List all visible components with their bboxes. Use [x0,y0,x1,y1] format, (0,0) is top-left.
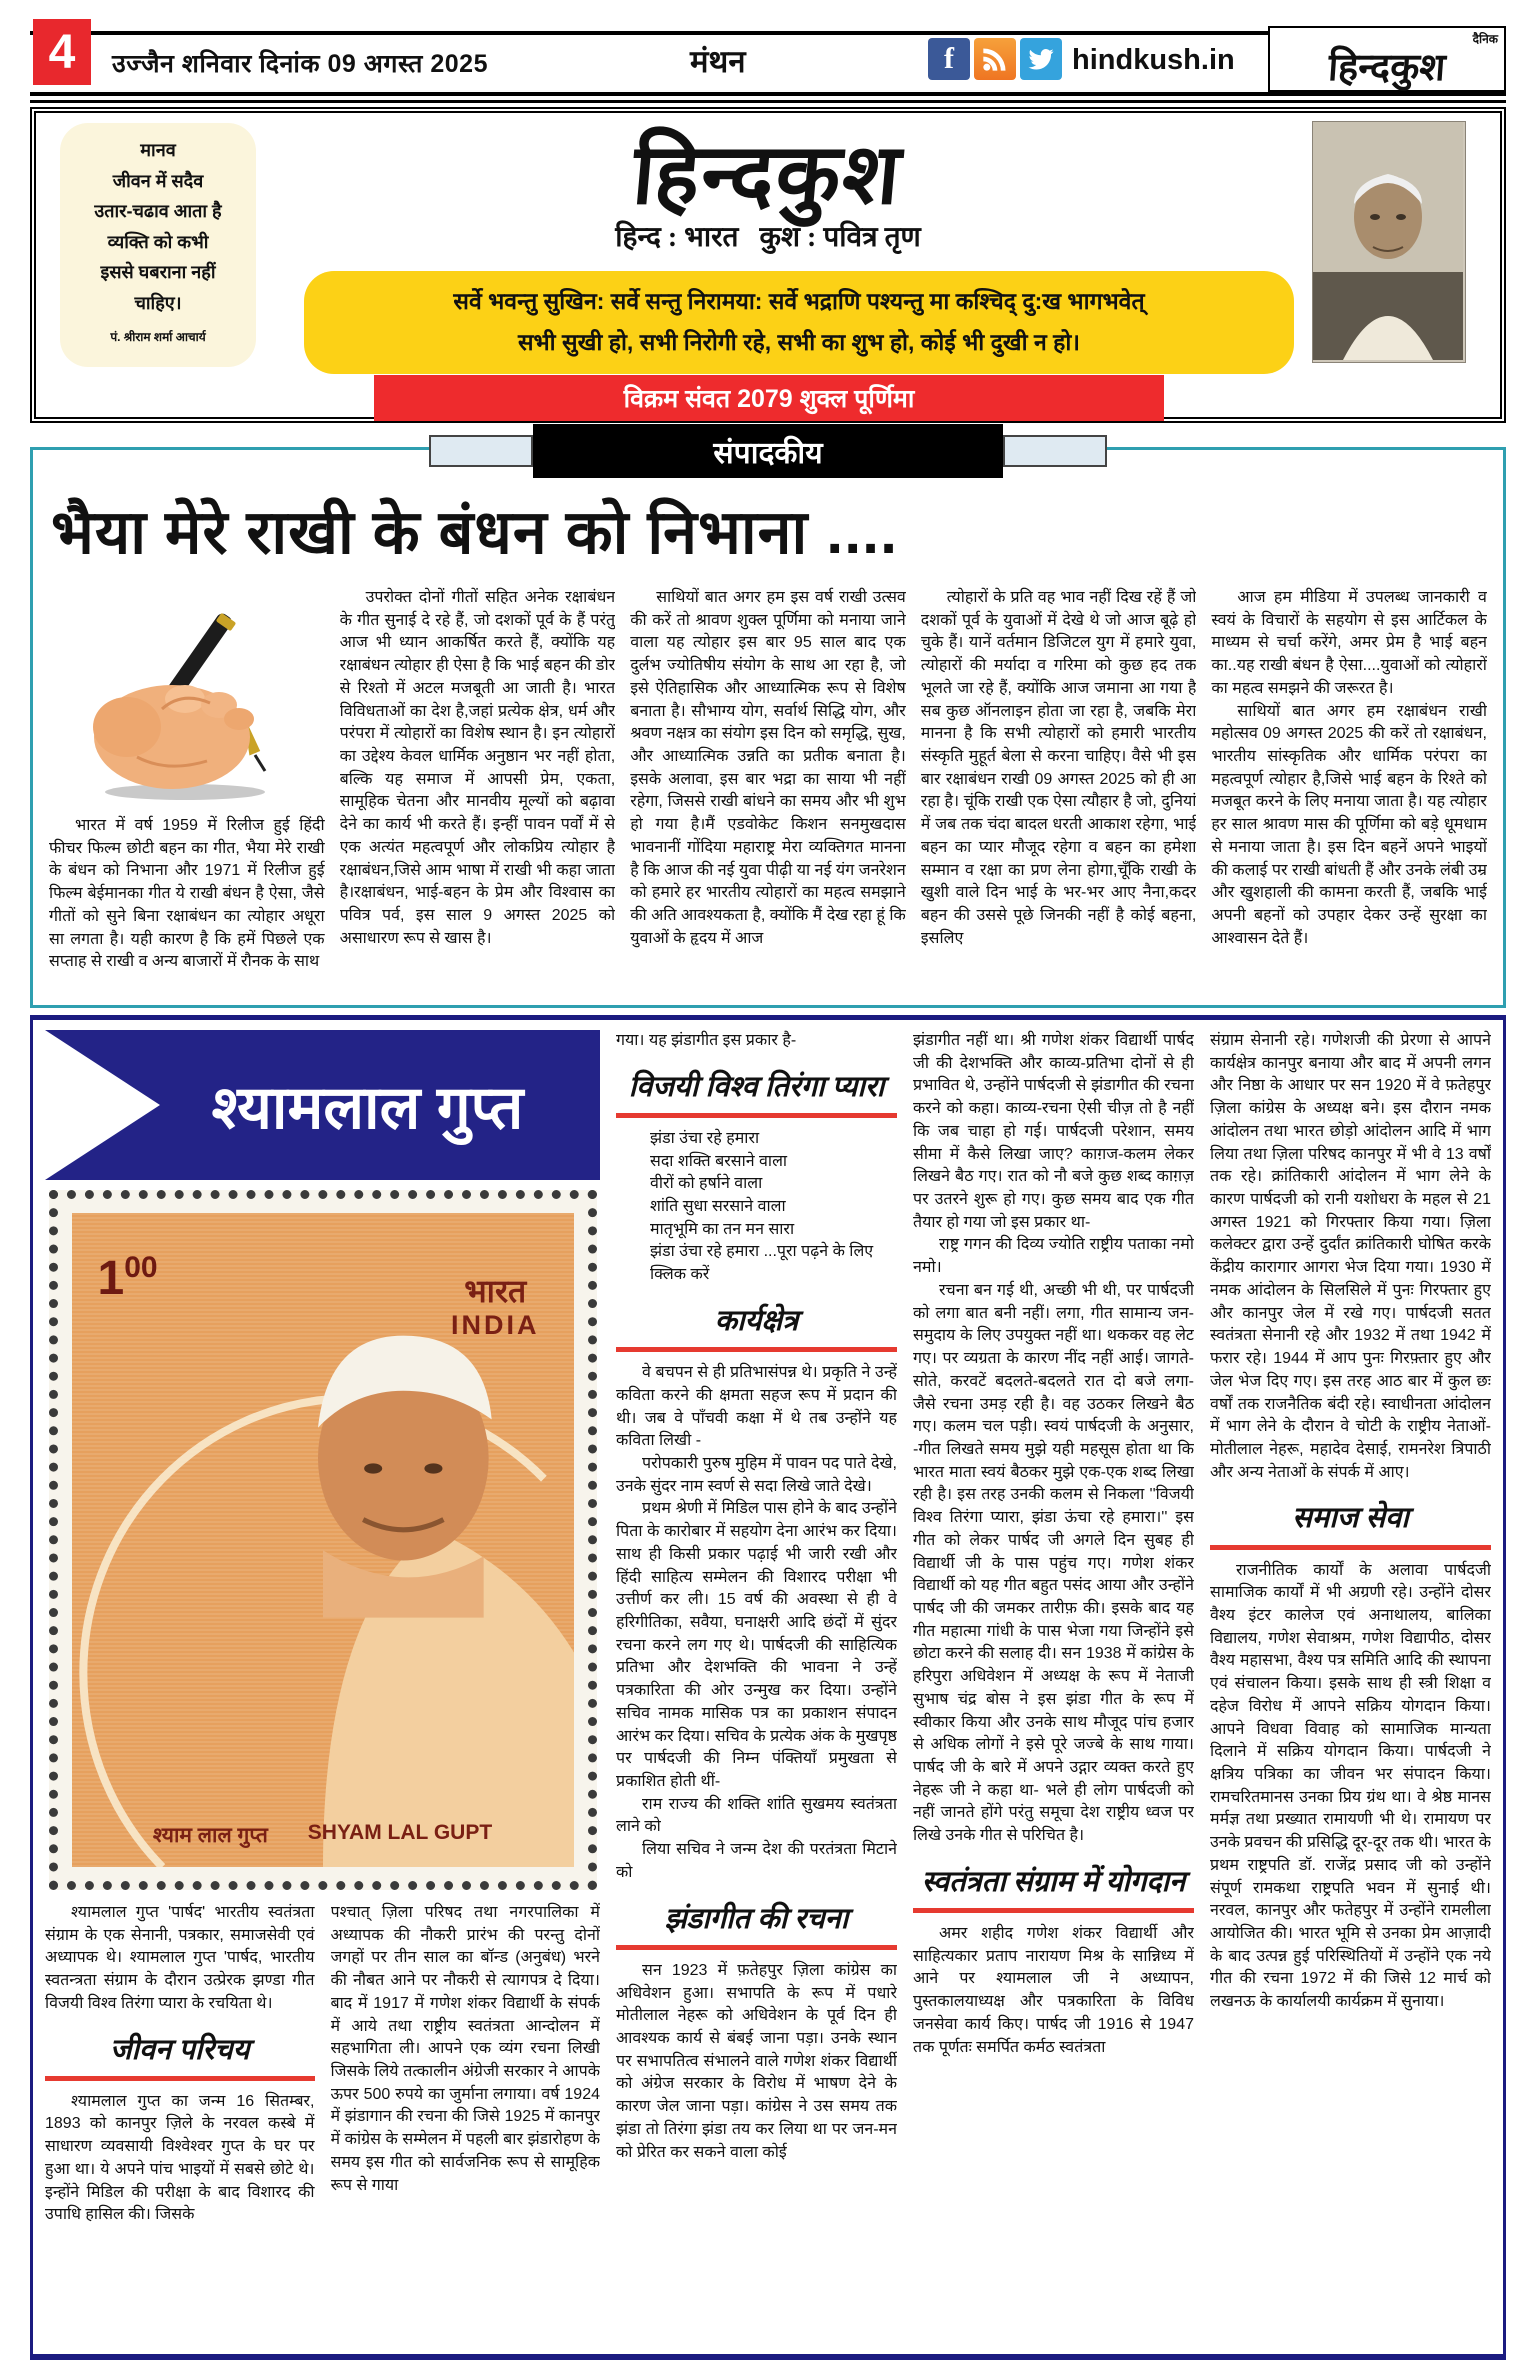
stamp-country-hindi: भारत [464,1273,527,1309]
article-column-4 [913,1030,1194,2342]
section-title: मंथन [690,44,746,79]
stamp-denomination [98,1253,158,1303]
heading-karyakshetra: कार्यक्षेत्र [616,1301,897,1352]
stamp-country [451,1273,540,1341]
stamp-caption [72,1821,574,1849]
editorial-column-3 [630,587,906,979]
article-paragraph: श्यामलाल गुप्त 'पार्षद' भारतीय स्वतंत्रता संग्राम के एक सेनानी, पत्रकार, समाजसेवी एवं अध्यापक थे। श्यामलाल गुप्त 'पार्षद, भारतीय स्वतन्त्रता संग्राम के दौरान उत्प्रेरक झण्डा गीत विजयी विश्व तिरंगा प्यारा के रचयिता थे। [45,1904,315,2012]
stamp-artwork [72,1213,574,1867]
founder-portrait [1312,121,1466,363]
heading-vijayi-vishwa: विजयी विश्व तिरंगा प्यारा [616,1067,897,1118]
stamp-country-english: INDIA [451,1309,540,1340]
postage-stamp [49,1190,597,1890]
editorial-column-1 [49,587,325,979]
article-paragraph: संग्राम सेनानी रहे। गणेशजी की प्रेरणा से आपने कार्यक्षेत्र कानपुर बनाया और बाद में अपनी लगन और निष्ठा के आधार पर सन 1920 में वे फ़तेहपुर ज़िला कांग्रेस के अध्यक्ष बने। इस दौरान नमक आंदोलन तथा भारत छोड़ो आंदोलन आदि में भाग लिया तथा ज़िला परिषद कानपुर में भी वे 13 वर्षों तक रहे। क्रांतिकारी आंदोलन में भाग लेने के कारण पार्षदजी को रानी यशोधरा के महल से 21 अगस्त 1921 को गिरफ्तार किया गया। ज़िला कलेक्टर द्वारा उन्हें दुर्दांत क्रांतिकारी घोषित करके केंद्रीय कारागार आगरा भेज दिया गया। 1930 में नमक आंदोलन के सिलसिले में पुनः गिरफ्तार हुए और कानपुर जेल में रखे गए। पार्षदजी सतत स्वतंत्रता सेनानी रहे और 1932 में तथा 1942 में फरार रहे। 1944 में आप पुनः गिरफ़्तार हुए और जेल भेज दिए गए। इस तरह आठ बार में कुल छः वर्षों तक राजनैतिक बंदी रहे। स्वाधीनता आंदोलन में भाग लेने के दौरान वे चोटी के राष्ट्रीय नेताओं- मोतीलाल नेहरू, महादेव देसाई, रामनरेश त्रिपाठी और अन्य नेताओं के संपर्क में आए। [1210,1032,1491,1481]
article-paragraph: राम राज्य की शक्ति शांति सुखमय स्वतंत्रता लाने को [616,1795,897,1836]
article-column-1 [45,1902,315,2350]
editorial-paragraph: भारत में वर्ष 1959 में रिलीज हुई हिंदी फीचर फिल्म छोटी बहन का गीत, भैया मेरे राखी के बंधन को निभाना और 1971 में रिलीज हुई फिल्म बेईमानका गीत ये राखी बंधन है ऐसा, जैसे गीतों को सुने बिना रक्षाबंधन का त्योहार अधूरा सा लगता है। यही कारण है कि हमें पिछले एक सप्ताह से राखी व अन्य बाजारों में रौनक के साथ [49,817,325,971]
facebook-icon[interactable] [928,38,970,80]
editorial-columns [33,571,1503,979]
article-section [30,1015,1506,2360]
heading-samaj-seva: समाज सेवा [1210,1498,1491,1549]
header-logo-daily: दैनिक [1472,32,1498,46]
article-paragraph: पश्चात् ज़िला परिषद तथा नगरपालिका में अध्यापक की नौकरी प्रारंभ की परन्तु दोनों जगहों पर तीन साल का बॉन्ड (अनुबंध) भरने की नौबत आने पर नौकरी से त्यागपत्र दे दिया। बाद में 1917 में गणेश शंकर विद्यार्थी के संपर्क में आये तथा राष्ट्रीय स्वतंत्रता आन्दोलन में सहभागिता ली। आपने एक व्यंग रचना लिखी जिसके लिये तत्कालीन अंग्रेजी सरकार ने आपके ऊपर 500 रुपये का जुर्माना लगाया। वर्ष 1924 में झंडागान की रचना की जिसे 1925 में कानपुर में कांग्रेस के सम्मेलन में पहली बार झंडारोहण के समय इस गीत को सार्वजनिक रूप से सामूहिक रूप से गाया [330,1904,600,2194]
quote-author: पं. श्रीराम शर्मा आचार्य [110,329,206,344]
website-link[interactable]: hindkush.in [1072,44,1235,76]
editorial-paragraph: साथियों बात अगर हम इस वर्ष राखी उत्सव की करें तो श्रावण शुक्ल पूर्णिमा को मनाया जाने वाला यह त्योहार इस बार 95 साल बाद एक दुर्लभ ज्योतिषीय संयोग के साथ आ रहा है, जो इसे ऐतिहासिक और आध्यात्मिक रूप से विशेष बनाता है। सौभाग्य योग, सर्वार्थ सिद्धि योग, और श्रवण नक्षत्र का संयोग इस दिन को समृद्धि, सुख, और आध्यात्मिक उन्नति का प्रतीक बनाता है। इसके अलावा, इस बार भद्रा का साया भी नहीं रहेगा, जिससे राखी बांधने का समय और भी शुभ हो गया है।मैं एडवोकेट किशन सनमुखदास भावनानीं गोंदिया महाराष्ट्र मेरा व्यक्तिगत मानना है कि आज की नई युवा पीढ़ी या नई यंग जनरेशन को हमारे हर भारतीय त्योहारों का महत्व समझाने की अति आवश्यकता है, क्योंकि मैं देख रहा हूं कि युवाओं के हृदय में आज [630,589,906,947]
shloka-line-hindi: सभी सुखी हो, सभी निरोगी रहे, सभी का शुभ हो, कोई भी दुखी न हो। [517,329,1081,356]
double-rule [30,92,1506,103]
twitter-bird-glyph [1026,44,1056,74]
poem-line: सदा शक्ति बरसाने वाला [650,1152,788,1170]
shloka-box [304,271,1294,374]
article-paragraph: परोपकारी पुरुष मुहिम में पावन पद पाते देखे, उनके सुंदर नाम स्वर्ण से सदा लिखे जाते देखे। [616,1454,897,1495]
header-logo: हिन्दकुश [1326,47,1447,89]
page-number-badge: 4 [33,19,91,85]
vikram-samvat-banner: विक्रम संवत 2079 शुक्ल पूर्णिमा [374,375,1164,421]
article-column-2 [331,1902,601,2350]
twitter-icon[interactable] [1020,38,1062,80]
editorial-paragraph: त्योहारों के प्रति वह भाव नहीं दिख रहें हैं जो दशकों पूर्व के युवाओं में देखे थे जो आज बूढ़े हो चुके हैं। यानें वर्तमान डिजिटल युग में हमारे युवा, त्योहारों की मर्यादा व गरिमा को कुछ हद तक भूलते जा रहे हैं, क्योंकि आज जमाना आ गया है सब कुछ ऑनलाइन होता जा रहा है, जबकि मेरा मानना है कि सभी त्योहारों को हमारी भारतीय संस्कृति मुहूर्त बेला से करना चाहिए। वैसे भी इस बार रक्षाबंधन राखी 09 अगस्त 2025 को ही आ रहा है। चूंकि राखी एक ऐसा त्यौहार है जो, दुनियां में जब तक चंदा बादल धरती आकाश रहेगा, भाई बहन का प्यार मौजूद रहेगा व बहन का हमेशा सम्मान व रक्षा का प्रण लेना होगा,चूँकि राखी के खुशी वाले दिन भाई के भर-भर आए नैना,कदर बहन की उससे पूछे जिनकी नहीं है कोई बहना, इसलिए [920,589,1197,947]
stamp-value-sup: 00 [124,1251,158,1284]
stamp-caption-english: SHYAM LAL GUPT [307,1821,493,1844]
quote-line: व्यक्ति को कभी [107,231,209,252]
rss-icon[interactable] [974,38,1016,80]
editorial-badge: संपादकीय [533,424,1003,478]
article-paragraph: प्रथम श्रेणी में मिडिल पास होने के बाद उन्होंने पिता के कारोबार में सहयोग देना आरंभ कर दिया। साथ ही किसी प्रकार पढ़ाई भी जारी रखी और हिंदी साहित्य सम्मेलन की विशारद परीक्षा भी उत्तीर्ण कर ली। 15 वर्ष की अवस्था से ही वे हरिगीतिका, सवैया, घनाक्षरी आदि छंदों में सुंदर रचना करने लग गए थे। पार्षदजी की साहित्यिक प्रतिभा और देशभक्ति की भावना ने उन्हें पत्रकारिता की ओर उन्मुख कर दिया। उन्होंने सचिव नामक मासिक पत्र का प्रकाशन संपादन आरंभ कर दिया। सचिव के प्रत्येक अंक के मुखपृष्ठ पर पार्षदजी की निम्न पंक्तियाँ प्रमुखता से प्रकाशित होती थीं- [616,1500,897,1791]
article-column-3 [616,1030,897,2342]
editorial-section [30,436,1506,1008]
poem-line: मातृभूमि का तन मन सारा [650,1220,795,1238]
article-paragraph: अमर शहीद गणेश शंकर विद्यार्थी और साहित्यकार प्रताप नारायण मिश्र के सान्निध्य में आने पर श्यामलाल जी ने अध्यापन, पुस्तकालयाध्यक्ष और पत्रकारिता के विविध जनसेवा कार्य किए। पार्षद जी 1916 से 1947 तक पूर्णतः समर्पित कर्मठ स्वतंत्रता [913,1925,1194,2056]
editorial-column-4 [921,587,1197,979]
article-paragraph: गया। यह झंडागीत इस प्रकार है- [616,1032,797,1049]
masthead-logo: हिन्दकुश [629,129,906,222]
article-paragraph: रचना बन गई थी, अच्छी भी थी, पर पार्षदजी को लगा बात बनी नहीं। लगा, गीत सामान्य जन-समुदाय के लिए उपयुक्त नहीं था। थककर वह लेट गए। पर व्यग्रता के कारण नींद नहीं आई। जागते-सोते, करवटें बदलते-बदलते रात दो बजे लगा- जैसे रचना उमड़ रही है। वह उठकर लिखने बैठ गए। कलम चल पड़ी। स्वयं पार्षदजी के अनुसार, -गीत लिखते समय मुझे यही महसूस होता था कि भारत माता स्वयं बैठकर मुझे एक-एक शब्द लिखा रही है। इस तरह उनकी कलम से निकला ''विजयी विश्व तिरंगा प्यारा, झंडा ऊंचा रहे हमारा।'' इस गीत को लेकर पार्षद जी अगले दिन सुबह ही विद्यार्थी जी के पास पहुंच गए। गणेश शंकर विद्यार्थी को यह गीत बहुत पसंद आया और उन्होंने पार्षद जी की जमकर तारीफ़ की। इसके बाद यह गीत महात्मा गांधी के पास भेजा गया जिन्होंने इसे छोटा करने की सलाह दी। सन 1938 में कांग्रेस के हरिपुरा अधिवेशन में अध्यक्ष के रूप में नेताजी सुभाष चंद्र बोस ने इस झंडा गीत के रूप में स्वीकार किया और उनके साथ मौजूद पांच हजार से अधिक लोगों ने इसे पूरे जज्बे के साथ गाया। पार्षद जी के बारे में अपने उद्गार व्यक्त करते हुए नेहरू जी ने कहा था- भले ही लोग पार्षदजी को नहीं जानते होंगे परंतु समूचा देश राष्ट्रीय ध्वज पर लिखे उनके गीत से परिचित है। [913,1281,1194,1845]
editorial-column-2 [340,587,616,979]
poem-line-read-more[interactable]: झंडा उंचा रहे हमारा ...पूरा पढ़ने के लिए क्लिक करें [650,1243,874,1284]
stamp-value-main: 1 [97,1252,125,1305]
article-paragraph: राष्ट्र गगन की दिव्य ज्योति राष्ट्रीय पताका नमो नमो। [913,1236,1194,1277]
article-left-block [45,1030,600,2344]
article-paragraph: सन 1923 में फ़तेहपुर ज़िला कांग्रेस का अधिवेशन हुआ। सभापति के रूप में पधारे मोतीलाल नेहरू को अधिवेशन के पूर्व दिन ही आवश्यक कार्य से बंबई जाना पड़ा। उनके स्थान पर सभापतित्व संभालने वाले गणेश शंकर विद्यार्थी को अंग्रेज सरकार के विरोध में भाषण देने के कारण जेल जाना पड़ा। कांग्रेस ने उस समय तक झंडा तो तिरंगा झंडा तय कर लिया था पर जन-मन को प्रेरित कर सकने वाला कोई [616,1961,897,2161]
flag-song-poem [616,1128,897,1287]
quote-line: उतार-चढाव आता है [94,201,222,222]
quote-line: चाहिए। [134,292,182,313]
editorial-paragraph: साथियों बात अगर हम रक्षाबंधन राखी महोत्सव 09 अगस्त 2025 की करें तो रक्षाबंधन, भारतीय सांस्कृतिक और धार्मिक परंपरा का महत्वपूर्ण त्योहार है,जिसे भाई बहन के रिश्ते को मजबूत करने के लिए मनाया जाता है। यह त्योहार हर साल श्रावण मास की पूर्णिमा को बड़े धूमधाम से मनाया जाता है। इस दिन बहनें अपने भाइयों की कलाई पर राखी बांधती हैं और उनके लंबी उम्र और खुशहाली की कामना करती हैं, जबकि भाई अपनी बहनों को उपहार देकर उन्हें सुरक्षा का आश्वासन देते हैं। [1211,702,1487,947]
masthead [30,107,1506,423]
heading-jeevan-parichay: जीवन परिचय [45,2030,315,2081]
portrait-art [1313,122,1463,360]
dateline: उज्जैन शनिवार दिनांक 09 अगस्त 2025 [112,50,488,78]
heading-jhandageet: झंडागीत की रचना [616,1899,897,1950]
quote-line: जीवन में सदैव [112,170,204,191]
article-paragraph: लिया सचिव ने जन्म देश की परतंत्रता मिटाने को [616,1841,897,1881]
article-title-banner [45,1030,600,1180]
editorial-headline: भैया मेरे राखी के बंधन को निभाना .... [51,498,899,566]
article-left-columns [45,1902,600,2350]
article-column-5 [1210,1030,1491,2342]
hand-pen-illustration [67,587,307,807]
editorial-column-5 [1211,587,1487,979]
poem-line: शांति सुधा सरसाने वाला [650,1198,786,1216]
article-paragraph: श्यामलाल गुप्त का जन्म 16 सितम्बर, 1893 को कानपुर ज़िले के नरवल कस्बे में साधारण व्यवसायी विश्वेश्वर गुप्त के घर पर हुआ था। ये अपने पांच भाइयों में सबसे छोटे थे। इन्होंने मिडिल की परीक्षा के बाद विशारद की उपाधि हासिल की। जिसके [45,2092,315,2224]
article-paragraph: वे बचपन से ही प्रतिभासंपन्न थे। प्रकृति ने उन्हें कविता करने की क्षमता सहज रूप में प्रदान की थी। जब वे पाँचवी कक्षा में थे तब उन्होंने यह कविता लिखी - [616,1364,897,1450]
stamp-caption-hindi: श्याम लाल गुप्त [152,1824,268,1847]
heading-swatantrata-sangram: स्वतंत्रता संग्राम में योगदान [913,1862,1194,1913]
article-paragraph: राजनीतिक कार्यों के अलावा पार्षदजी सामाजिक कार्यों में भी अग्रणी रहे। उन्होंने दोसर वैश्य इंटर कालेज एवं अनाथालय, बालिका विद्यालय, गणेश सेवाश्रम, गणेश विद्यापीठ, दोसर वैश्य महासभा, वैश्य पत्र समिति आदि की स्थापना एवं संचालन किया। इसके साथ ही स्त्री शिक्षा व दहेज विरोध में आपने सक्रिय योगदान किया। आपने विधवा विवाह को सामाजिक मान्यता दिलाने में सक्रिय योगदान किया। पार्षदजी ने क्षत्रिय पत्रिका का जीवन भर संपादन किया। रामचरितमानस उनका प्रिय ग्रंथ था। वे श्रेष्ठ मानस मर्मज्ञ तथा प्रख्यात रामायणी भी थे। रामायण पर उनके प्रवचन की प्रसिद्धि दूर-दूर तक थी। भारत के प्रथम राष्ट्रपति डॉ. राजेंद्र प्रसाद जी को उन्होंने संपूर्ण रामकथा राष्ट्रपति भवन में सुनाई थी। नरवल, कानपुर और फतेहपुर में उन्होंने रामलीला आयोजित की। भारत भूमि से उनका प्रेम आज़ादी के बाद उत्पन्न हुई परिस्थितियों में उन्होंने एक नये गीत की रचना 1972 में की जिसे 12 मार्च को लखनऊ के कार्यालयी कार्यक्रम में सुनाया। [1210,1561,1491,2011]
poem-line: झंडा उंचा रहे हमारा [650,1129,760,1147]
shloka-line-sanskrit: सर्वे भवन्तु सुखिन: सर्वे सन्तु निरामया: सर्वे भद्राणि पश्यन्तु मा कश्चिद् दु:ख भागभवेत् [453,288,1145,314]
header-logo-box [1268,26,1506,92]
quote-line: मानव [140,140,176,160]
rss-glyph [981,45,1009,73]
editorial-paragraph: उपरोक्त दोनों गीतों सहित अनेक रक्षाबंधन के गीत सुनाई दे रहे हैं, जो दशकों पूर्व के हैं परंतु आज भी ध्यान आकर्षित करते हैं, क्योंकि यह रक्षाबंधन त्योहार ही ऐसा है कि भाई बहन की डोर से रिश्तो में अटल मजबूती आ जाती है। भारत विविधताओं का देश है,जहां प्रत्येक क्षेत्र, धर्म और परंपरा में त्योहारों का विशेष स्थान है। इन त्योहारों का उद्देश्य केवल धार्मिक अनुष्ठान भर नहीं होता, बल्कि यह समाज में आपसी प्रेम, एकता, सामूहिक चेतना और मानवीय मूल्यों को बढ़ावा देने का कार्य भी करते हैं। इन्हीं पावन पर्वों में से एक अत्यंत महत्वपूर्ण और लोकप्रिय त्योहार है रक्षाबंधन,जिसे आम भाषा में राखी भी कहा जाता है।रक्षाबंधन, भाई-बहन के प्रेम और विश्वास का पवित्र पर्व, इस साल 9 अगस्त 2025 को असाधारण रूप से खास है। [339,589,616,947]
quote-line: इससे घबराना नहीं [100,262,216,283]
poem-line: वीरों को हर्षाने वाला [650,1175,763,1193]
article-title: श्यामलाल गुप्त [211,1074,524,1141]
masthead-tagline: हिन्द : भारत कुश : पवित्र तृण [615,222,921,253]
editorial-paragraph: आज हम मीडिया में उपलब्ध जानकारी व स्वयं के विचारों के सहयोग से इस आर्टिकल के माध्यम से चर्चा करेंगे, अमर प्रेम है भाई बहन का..यह राखी बंधन है ऐसा....युवाओं को त्योहारों का महत्व समझने की जरूरत है। [1211,589,1487,697]
article-paragraph: झंडागीत नहीं था। श्री गणेश शंकर विद्यार्थी पार्षद जी की देशभक्ति और काव्य-प्रतिभा दोनों से ही प्रभावित थे, उन्होंने पार्षदजी से झंडागीत की रचना करने को कहा। काव्य-रचना ऐसी चीज़ तो है नहीं कि जब चाहा हो गई। पार्षदजी परेशान, समय सीमा में कैसे लिखा जाए? काग़ज-कलम लेकर लिखने बैठ गए। रात को नौ बजे कुछ शब्द काग़ज़ पर उतरने शुरू हो गए। कुछ समय बाद एक गीत तैयार हो गया जो इस प्रकार था- [913,1032,1194,1231]
